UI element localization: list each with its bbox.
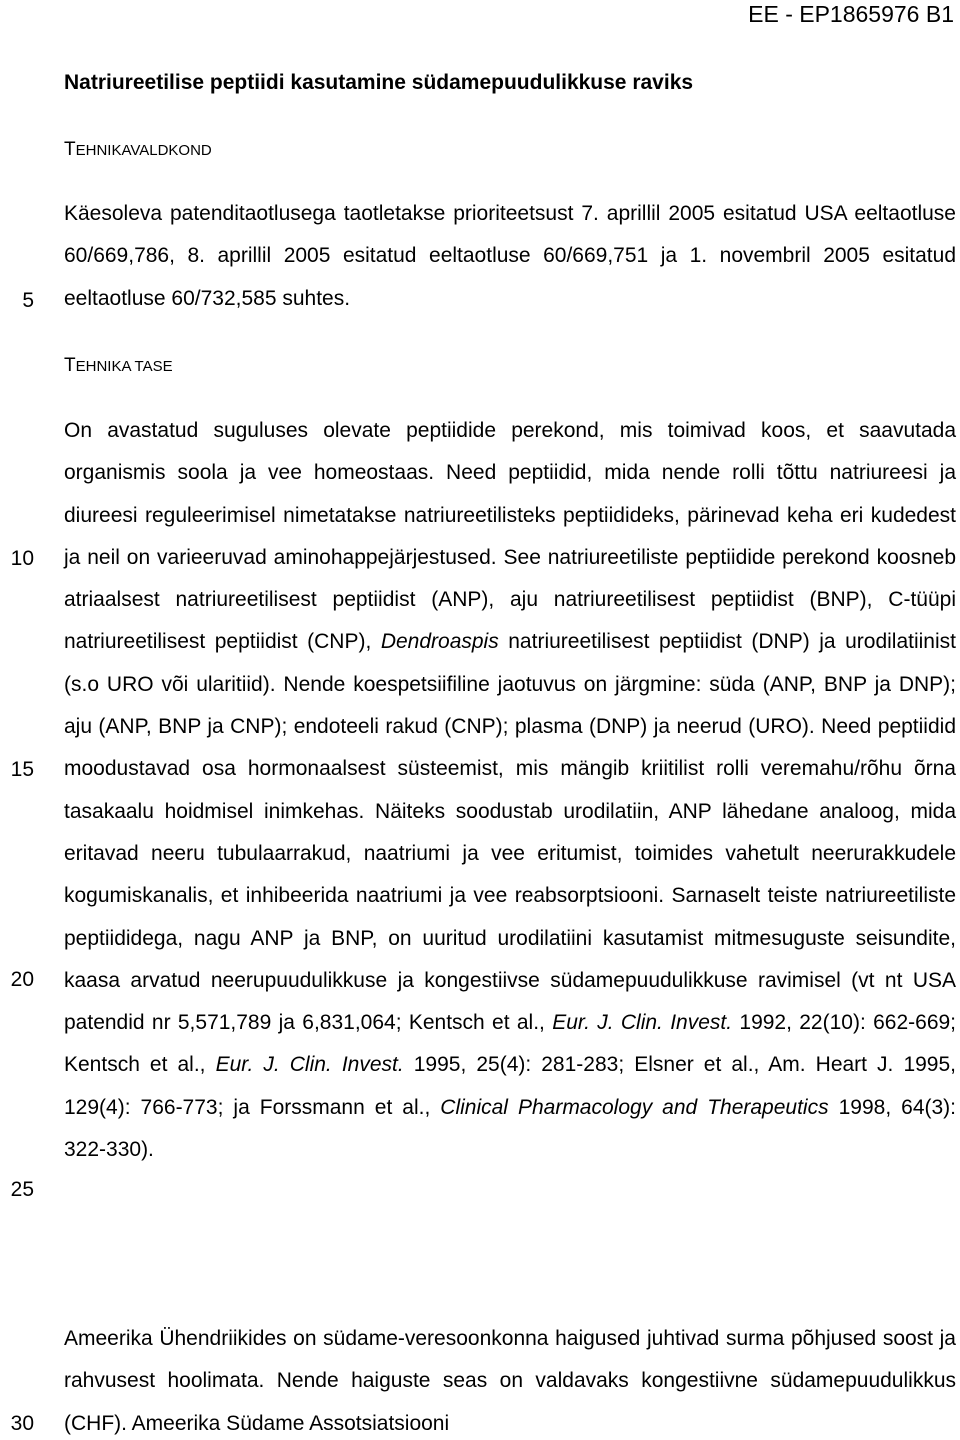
line-number: 30 <box>10 1412 34 1435</box>
italic-run: Dendroaspis <box>380 630 499 654</box>
section-heading-background <box>64 352 173 381</box>
section-heading-technical-field <box>64 136 212 165</box>
text-run: 1995, 25(4): 281-283; Elsner et al., Am. Heart J. 1995, 129(4): 766-773; ja Forssmann et al., <box>64 1053 956 1119</box>
paragraph-priority: Käesoleva patenditaotlusega taotletakse prioriteetsust 7. aprillil 2005 esitatud USA eeltaotluse 60/669,786, 8. aprillil 2005 esitatud eeltaotluse 60/669,751 ja 1. novembril 2005 esitatud eeltaotluse 60/732,585 suhtes. <box>64 202 956 310</box>
italic-run: Eur. J. Clin. Invest. <box>552 1011 733 1035</box>
heading-initial: T <box>64 139 76 160</box>
line-number: 5 <box>22 289 34 312</box>
text-run: 1992, 22(10): 662-669; Kentsch et al., <box>64 1011 957 1077</box>
document-title: Natriureetilise peptiidi kasutamine südamepuudulikkuse raviks <box>64 71 694 94</box>
heading-rest: EHNIKA TASE <box>75 358 173 375</box>
italic-run: Eur. J. Clin. Invest. <box>215 1053 404 1077</box>
heading-initial: T <box>64 355 76 376</box>
line-number: 10 <box>10 547 34 570</box>
text-run: On avastatud suguluses olevate peptiidide perekond, mis toimivad koos, et saavutada organismis soola ja vee homeostaas. Need peptiidid, mida nende rolli tõttu natriureesi ja diureesi reguleerimisel nimetatakse natriureetilisteks peptiidideks, pärinevad keha eri kudedest ja neil on varieeruvad aminohappejärjestused. See natriureetiliste peptiidide perekond koosneb atriaalsest natriureetilisest peptiidist (ANP), aju natriureetilisest peptiidist (BNP), C-tüüpi natriureetilisest peptiidist (CNP), <box>64 419 956 654</box>
paragraph-cardiovascular: Ameerika Ühendriikides on südame-veresoonkonna haigused juhtivad surma põhjused soost ja rahvusest hoolimata. Nende haiguste seas on valdavaks kongestiivne südamepuudulikkus (CHF). Ameerika Südame Assotsiatsiooni <box>64 1327 956 1435</box>
text-run: 1998, 64(3): 322-330). <box>64 1095 956 1162</box>
text-run: natriureetilisest peptiidist (DNP) ja urodilatiinist (s.o URO või ularitiid). Nende koespetsiifiline jaotuvus on järgmine: süda (ANP, BNP ja DNP); aju (ANP, BNP ja CNP); endoteeli rakud (CNP); plasma (DNP) ja neerud (URO). Need peptiidid moodustavad osa hormonaalsest süsteemist, mis mängib kriitilist rolli veremahu/rõhu õrna tasakaalu hoidmisel inimkehas. Näiteks soodustab urodilatiin, ANP lähedane analoog, mida eritavad neeru tubulaarrakud, naatriumi ja vee eritumist, toimides vahetult neerurakkudele kogumiskanalis, et inhibeerida naatriumi ja vee reabsorptsiooni. Sarnaselt teiste natriureetiliste peptiididega, nagu ANP ja BNP, on uuritud urodilatiini kasutamist mitmesuguste seisundite, kaasa arvatud neerupuudulikkuse ja kongestiivse südamepuudulikkuse ravimisel (vt nt USA patendid nr 5,571,789 ja 6,831,064; Kentsch et al., <box>64 630 956 1035</box>
line-number: 20 <box>10 968 34 991</box>
paragraph-peptide-family <box>64 410 956 1171</box>
line-number: 25 <box>10 1178 34 1201</box>
heading-rest: EHNIKAVALDKOND <box>75 142 212 159</box>
italic-run: Clinical Pharmacology and Therapeutics <box>440 1095 829 1119</box>
document-id: EE - EP1865976 B1 <box>748 1 954 27</box>
line-number: 15 <box>10 758 34 781</box>
